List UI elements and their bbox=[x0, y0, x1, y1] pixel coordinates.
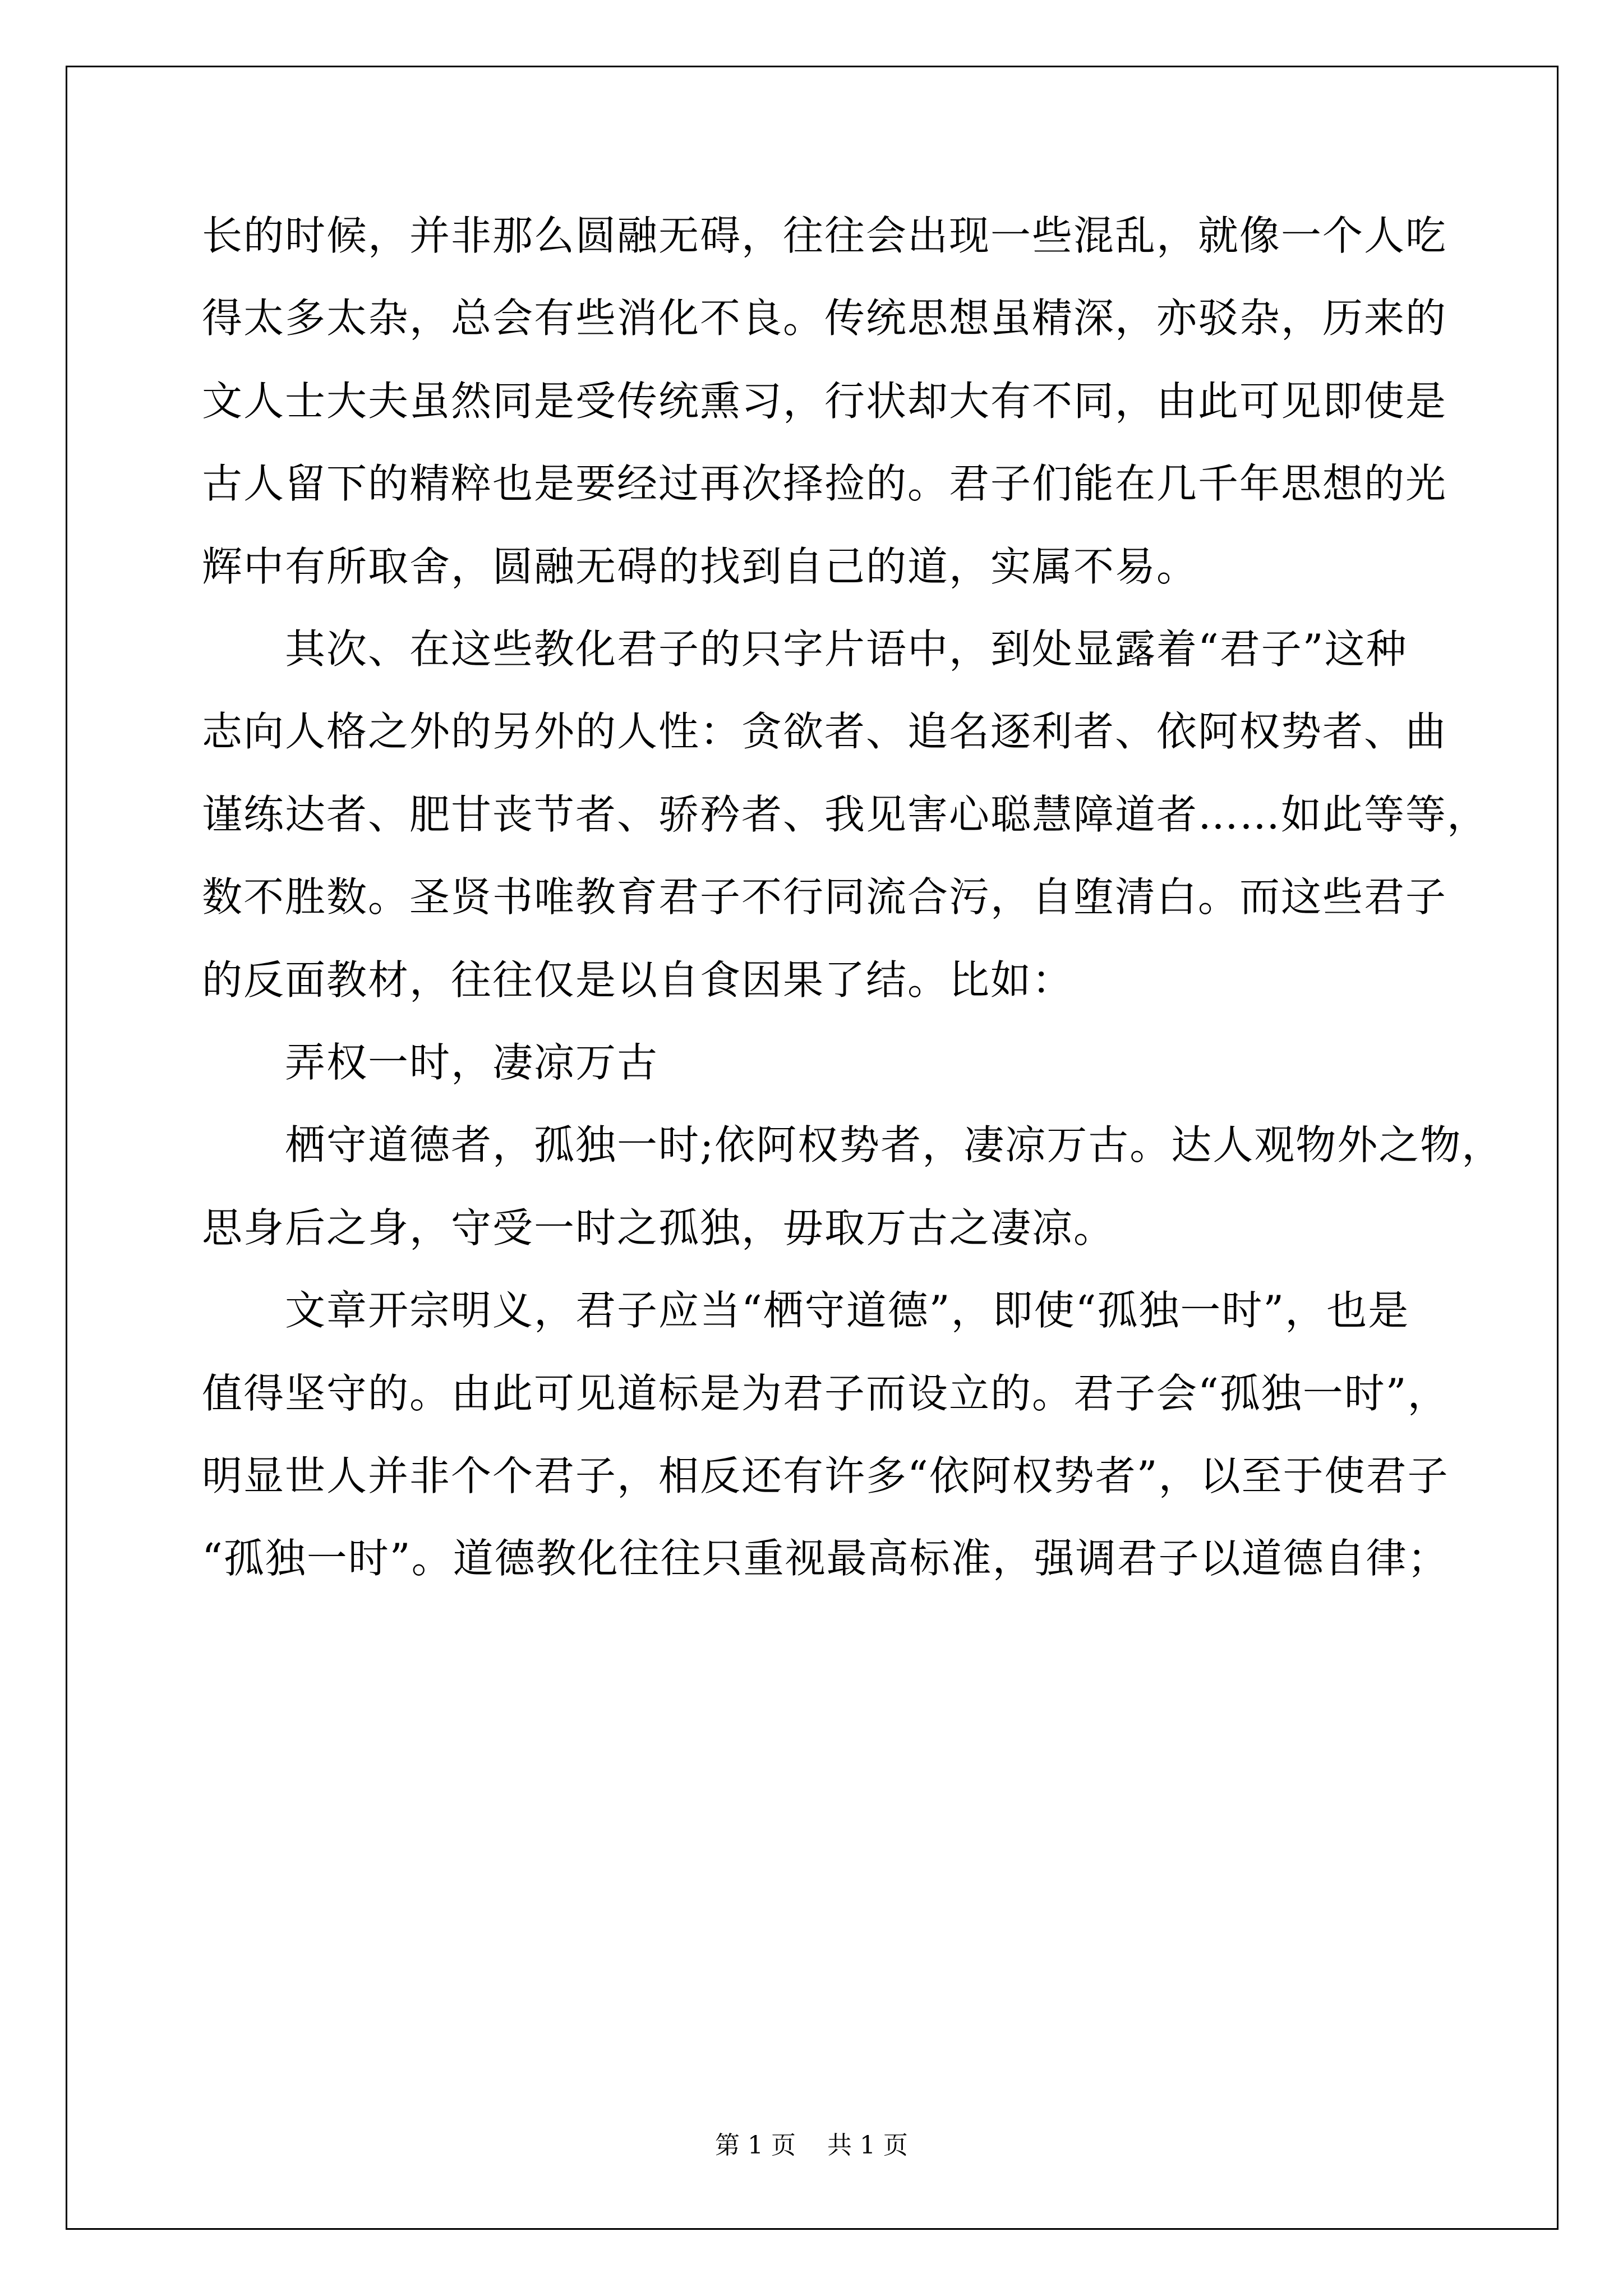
text-line-3: 文人士大夫虽然同是受传统熏习，行状却大有不同，由此可见即使是 bbox=[202, 378, 1447, 425]
page-number-footer: 第 1 页 共 1 页 bbox=[715, 2131, 908, 2160]
text-line-2: 得太多太杂，总会有些消化不良。传统思想虽精深，亦驳杂，历来的 bbox=[202, 295, 1447, 342]
quote-line-1: 栖守道德者，孤独一时;依阿权势者，凄凉万古。达人观物外之物， bbox=[285, 1121, 1504, 1168]
paragraph-2-line-2: 志向人格之外的另外的人性：贪欲者、追名逐利者、依阿权势者、曲 bbox=[202, 708, 1447, 755]
paragraph-4-line-3: 明显世人并非个个君子，相反还有许多“依阿权势者”，以至于使君子 bbox=[202, 1452, 1449, 1499]
text-line-5: 辉中有所取舍，圆融无碍的找到自己的道，实属不易。 bbox=[202, 543, 1198, 590]
paragraph-2-line-1: 其次、在这些教化君子的只字片语中，到处显露着“君子”这种 bbox=[285, 625, 1408, 673]
paragraph-4-line-4: “孤独一时”。道德教化往往只重视最高标准，强调君子以道德自律； bbox=[202, 1535, 1449, 1582]
section-heading: 弄权一时，凄凉万古 bbox=[285, 1039, 659, 1086]
paragraph-4-line-1: 文章开宗明义，君子应当“栖守道德”，即使“孤独一时”，也是 bbox=[285, 1287, 1410, 1334]
paragraph-2-line-5: 的反面教材，往往仅是以自食因果了结。比如： bbox=[202, 956, 1074, 1004]
text-line-4: 古人留下的精粹也是要经过再次择捡的。君子们能在几千年思想的光 bbox=[202, 460, 1447, 507]
text-line-1: 长的时候，并非那么圆融无碍，往往会出现一些混乱，就像一个人吃 bbox=[202, 212, 1447, 259]
paragraph-4-line-2: 值得坚守的。由此可见道标是为君子而设立的。君子会“孤独一时”， bbox=[202, 1370, 1449, 1417]
paragraph-2-line-3: 谨练达者、肥甘丧节者、骄矜者、我见害心聪慧障道者……如此等等， bbox=[202, 791, 1489, 838]
paragraph-2-line-4: 数不胜数。圣贤书唯教育君子不行同流合污，自堕清白。而这些君子 bbox=[202, 873, 1447, 921]
quote-line-2: 思身后之身，守受一时之孤独，毋取万古之凄凉。 bbox=[202, 1204, 1115, 1251]
